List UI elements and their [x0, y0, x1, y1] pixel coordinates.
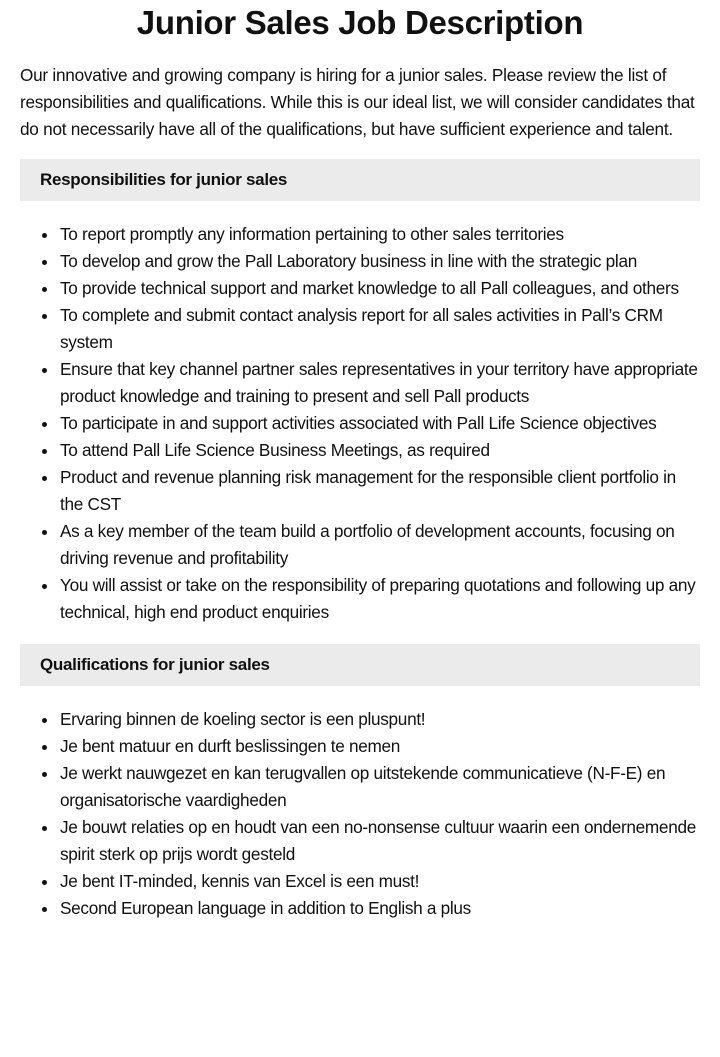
bullet-icon [42, 476, 47, 481]
page-title: Junior Sales Job Description [136, 4, 584, 41]
intro-paragraph: Our innovative and growing company is hiring for a junior sales. Please review the list of responsibilities and qualifications. While this is our ideal list, we will consider candidates that do not necessarily have all of the qualifications, but have sufficient experience and talent. [20, 65, 695, 139]
bullet-icon [42, 530, 47, 535]
qualifications-heading: Qualifications for junior sales [20, 644, 700, 686]
bullet-icon [42, 718, 47, 723]
list-item: To complete and submit contact analysis report for all sales activities in Pall’s CRM system [60, 302, 700, 356]
list-item: Je werkt nauwgezet en kan terugvallen op uitstekende communicatieve (N-F-E) en organisatorische vaardigheden [60, 760, 700, 814]
bullet-icon [42, 287, 47, 292]
responsibilities-list [20, 221, 700, 626]
bullet-icon [42, 907, 47, 912]
list-item: To attend Pall Life Science Business Meetings, as required [60, 437, 700, 464]
list-item: Je bent IT-minded, kennis van Excel is een must! [60, 868, 700, 895]
bullet-icon [42, 772, 47, 777]
list-item: Je bouwt relaties op en houdt van een no-nonsense cultuur waarin een ondernemende spirit sterk op prijs wordt gesteld [60, 814, 700, 868]
list-item: To participate in and support activities associated with Pall Life Science objectives [60, 410, 700, 437]
list-item: Ensure that key channel partner sales representatives in your territory have appropriate product knowledge and training to present and sell Pall products [60, 356, 700, 410]
bullet-icon [42, 422, 47, 427]
responsibilities-heading: Responsibilities for junior sales [20, 159, 700, 201]
list-item: Je bent matuur en durft beslissingen te nemen [60, 733, 700, 760]
list-item: To develop and grow the Pall Laboratory business in line with the strategic plan [60, 248, 700, 275]
list-item: To report promptly any information pertaining to other sales territories [60, 221, 700, 248]
list-item: Ervaring binnen de koeling sector is een pluspunt! [60, 706, 700, 733]
bullet-icon [42, 449, 47, 454]
list-item: You will assist or take on the responsibility of preparing quotations and following up any technical, high end product enquiries [60, 572, 700, 626]
list-item: Second European language in addition to English a plus [60, 895, 700, 922]
list-item: As a key member of the team build a portfolio of development accounts, focusing on driving revenue and profitability [60, 518, 700, 572]
bullet-icon [42, 233, 47, 238]
bullet-icon [42, 880, 47, 885]
bullet-icon [42, 745, 47, 750]
bullet-icon [42, 584, 47, 589]
list-item: Product and revenue planning risk management for the responsible client portfolio in the CST [60, 464, 700, 518]
bullet-icon [42, 826, 47, 831]
qualifications-list [20, 706, 700, 922]
bullet-icon [42, 314, 47, 319]
list-item: To provide technical support and market knowledge to all Pall colleagues, and others [60, 275, 700, 302]
bullet-icon [42, 368, 47, 373]
bullet-icon [42, 260, 47, 265]
